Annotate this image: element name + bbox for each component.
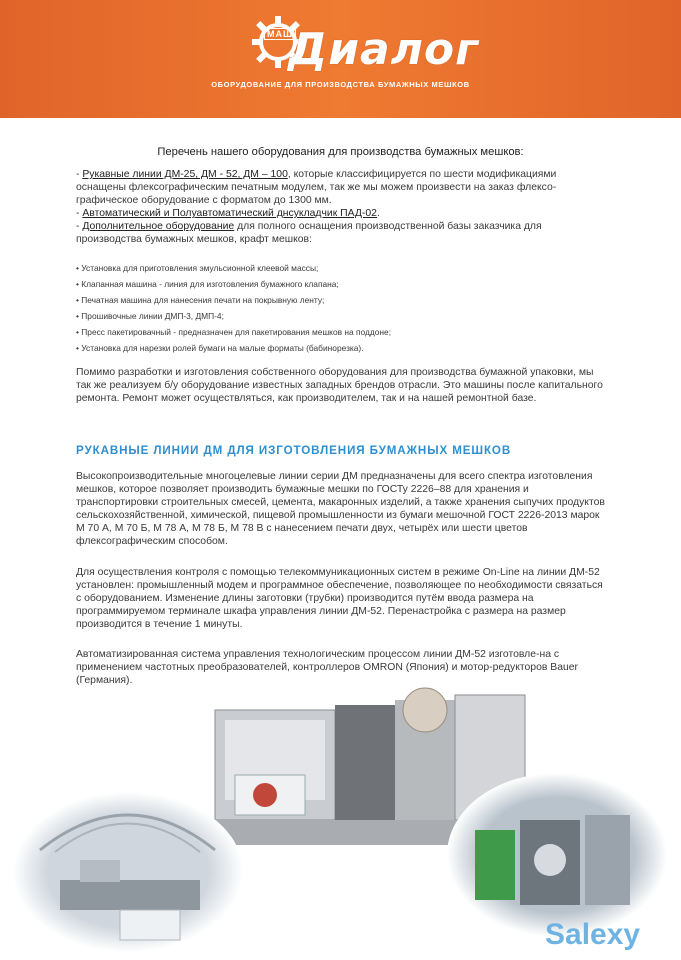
- list-item: • Установка для нарезки ролей бумаги на малые форматы (бабинорезка).: [76, 340, 606, 356]
- section-paragraph-1: Высокопроизводительные многоцелевые линии серии ДМ предназначены для всего спектра изготовления мешков, которое позволяет производить бумажные мешки по ГОСТу 2226–88 для хранения и транспортировки строительных смесей, цемента, макаронных изделий, а также хранения сыпучих продуктов сельскохозяйственной, химической, пищевой промышленности из бумаги мешочной ГОСТ 2226-2013 марок М 70 А, М 70 Б, М 78 А, М 78 Б, М 78 В с нанесением печати двух, четырёх или шести цветов флексографическим способом.: [76, 471, 605, 548]
- item-bold: Рукавные линии ДМ-25, ДМ - 52, ДМ – 100: [82, 169, 288, 180]
- watermark-logo: Salexy: [545, 918, 641, 951]
- list-item: • Прошивочные линии ДМП-3, ДМП-4;: [76, 308, 606, 324]
- header-divider: [0, 118, 681, 121]
- company-logo: [248, 10, 480, 80]
- equipment-list-title: Перечень нашего оборудования для производства бумажных мешков:: [157, 146, 524, 158]
- equipment-item-additional: [76, 220, 606, 246]
- item-text: , которые классифицируется по шести модификациями оснащены флексографическим печатным модулем, так же мы можем произвести на заказ флексо-графическое оборудование с форматом до 1300 мм.: [76, 169, 557, 207]
- item-text: .: [376, 208, 380, 220]
- section-title: РУКАВНЫЕ ЛИНИИ ДМ ДЛЯ ИЗГОТОВЛЕНИЯ БУМАЖНЫХ МЕШКОВ: [76, 444, 512, 457]
- workshop-photo: [10, 790, 245, 955]
- equipment-item-bottom-layer: [76, 207, 606, 220]
- item-dash: -: [76, 221, 83, 233]
- list-item: • Установка для приготовления эмульсионной клеевой массы;: [76, 260, 606, 276]
- section-paragraph-2: Для осуществления контроля с помощью телекоммуникационных систем в режиме On-Line на линии ДМ-52 установлен: промышленный модем и программное обеспечение, позволяющее по необходимости связаться с оборудованием. Изменение длины заготовки (трубки) производится путём ввода размера на программируемом терминале шкафа управления линии ДМ-52. Перенастройка с размера на размер производится в течение 1 минуты.: [76, 567, 603, 631]
- list-item: • Печатная машина для нанесения печати на покрывную ленту;: [76, 292, 606, 308]
- header-tagline: ОБОРУДОВАНИЕ ДЛЯ ПРОИЗВОДСТВА БУМАЖНЫХ МЕШКОВ: [211, 80, 470, 89]
- item-dash: -: [76, 208, 83, 220]
- item-text: для полного оснащения производственной базы заказчика для производства бумажных мешков, крафт мешков:: [76, 221, 542, 246]
- printing-machine-photo: [445, 770, 670, 940]
- closing-paragraph: Помимо разработки и изготовления собственного оборудования для производства бумажной упаковки, мы так же реализуем б/у оборудование известных западных брендов отрасли. Это машины после капитального ремонта. Ремонт может осуществляться, как производителем, так и на нашей ремонтной базе.: [76, 367, 603, 405]
- item-bold: Дополнительное оборудование: [82, 221, 235, 233]
- item-bold: Автоматический и Полуавтоматический днсукладчик ПАД-02: [82, 208, 377, 220]
- equipment-item-sleeve-lines: [76, 168, 606, 207]
- logo-wordmark: Диалог: [288, 24, 480, 75]
- item-dash: -: [76, 169, 83, 180]
- list-item: • Пресс пакетировачный - предназначен для пакетирования мешков на поддоне;: [76, 324, 606, 340]
- section-paragraph-3: Автоматизированная система управления технологическим процессом линии ДМ-52 изготовле-на с применением частотных преобразователей, контроллеров OMRON (Япония) и мотор-редукторов Bauer (Германия).: [76, 649, 579, 687]
- equipment-list: [76, 168, 606, 247]
- logo-mash-mark: МАШ: [264, 28, 296, 40]
- list-item: • Клапанная машина - линия для изготовления бумажного клапана;: [76, 276, 606, 292]
- additional-equipment-list: [76, 260, 606, 356]
- header-banner: [0, 0, 681, 118]
